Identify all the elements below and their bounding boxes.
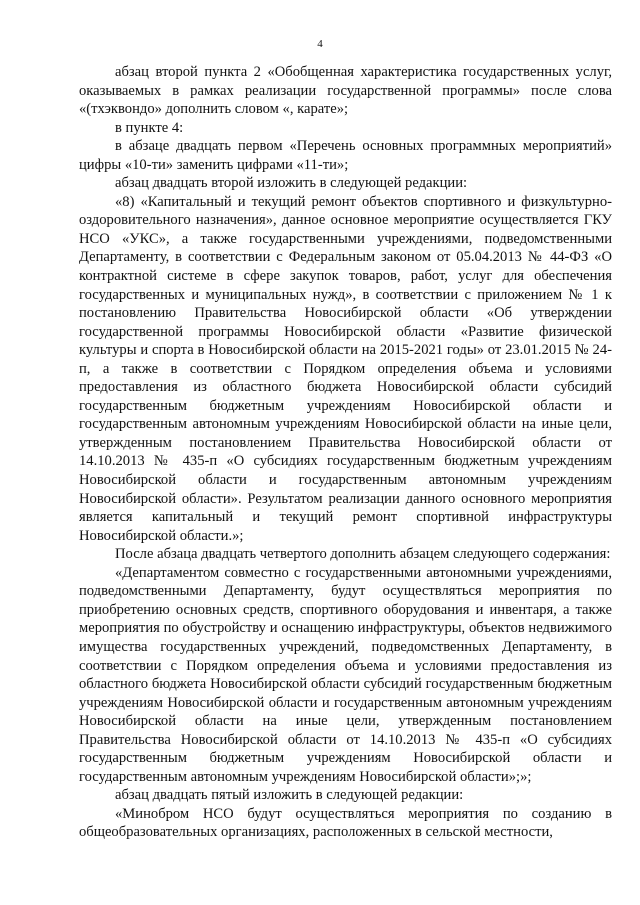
paragraph: «Департаментом совместно с государственными автономными учреждениями, подведомственными Департаменту, будут осуществляться мероприятия по приобретению основных средств, спортивного оборудования и инвентаря, а также мероприятия по обустройству и оснащению инфраструктуры, объектов недвижимого имущества государственных учреждений, подведомственных Департаменту, в соответствии с Порядком определения объема и условиями предоставления из областного бюджета Новосибирской области субсидий государственным бюджетным учреждениям Новосибирской области и государственным автономным учреждениям Новосибирской области на иные цели, утвержденным постановлением Правительства Новосибирской области от 14.10.2013 № 435-п «О субсидиях государственным бюджетным учреждениям Новосибирской области и государственным автономным учреждениям Новосибирской области»;»; [79,564,612,785]
paragraph: «8) «Капитальный и текущий ремонт объектов спортивного и физкультурно-оздоровительного назначения», данное основное мероприятие осуществляется ГКУ НСО «УКС», а также государственными учреждениями, подведомственными Департаменту, в соответствии с Федеральным законом от 05.04.2013 № 44-ФЗ «О контрактной системе в сфере закупок товаров, работ, услуг для обеспечения государственных и муниципальных нужд», в соответствии с приложением № 1 к постановлению Правительства Новосибирской области «Об утверждении государственной программы Новосибирской области «Развитие физической культуры и спорта в Новосибирской области на 2015-2021 годы» от 23.01.2015 № 24-п, а также в соответствии с Порядком определения объема и условиями предоставления из областного бюджета Новосибирской области субсидий государственным бюджетным учреждениям Новосибирской области и государственным автономным учреждениям Новосибирской области на иные цели, утвержденным постановлением Правительства Новосибирской области от 14.10.2013 № 435-п «О субсидиях государственным бюджетным учреждениям Новосибирской области и государственным автономным учреждениям Новосибирской области». Результатом реализации данного основного мероприятия является капитальный и текущий ремонт спортивной инфраструктуры Новосибирской области.»; [79,193,612,544]
paragraph: абзац второй пункта 2 «Обобщенная характеристика государственных услуг, оказываемых в рамках реализации государственной программы» после слова «(тхэквондо» дополнить словом «, карате»; [79,64,612,118]
paragraph: абзац двадцать пятый изложить в следующей редакции: [115,787,464,804]
paragraph: в пункте 4: [115,119,184,136]
document-body [79,63,612,842]
paragraph: После абзаца двадцать четвертого дополнить абзацем следующего содержания: [115,546,611,563]
paragraph: «Минобром НСО будут осуществляться мероприятия по созданию в общеобразовательных организациях, расположенных в сельской местности, [79,805,612,841]
paragraph: абзац двадцать второй изложить в следующей редакции: [115,175,468,192]
paragraph: в абзаце двадцать первом «Перечень основных программных мероприятий» цифры «10-ти» заменить цифрами «11-ти»; [79,138,612,173]
page-number: 4 [317,38,323,50]
